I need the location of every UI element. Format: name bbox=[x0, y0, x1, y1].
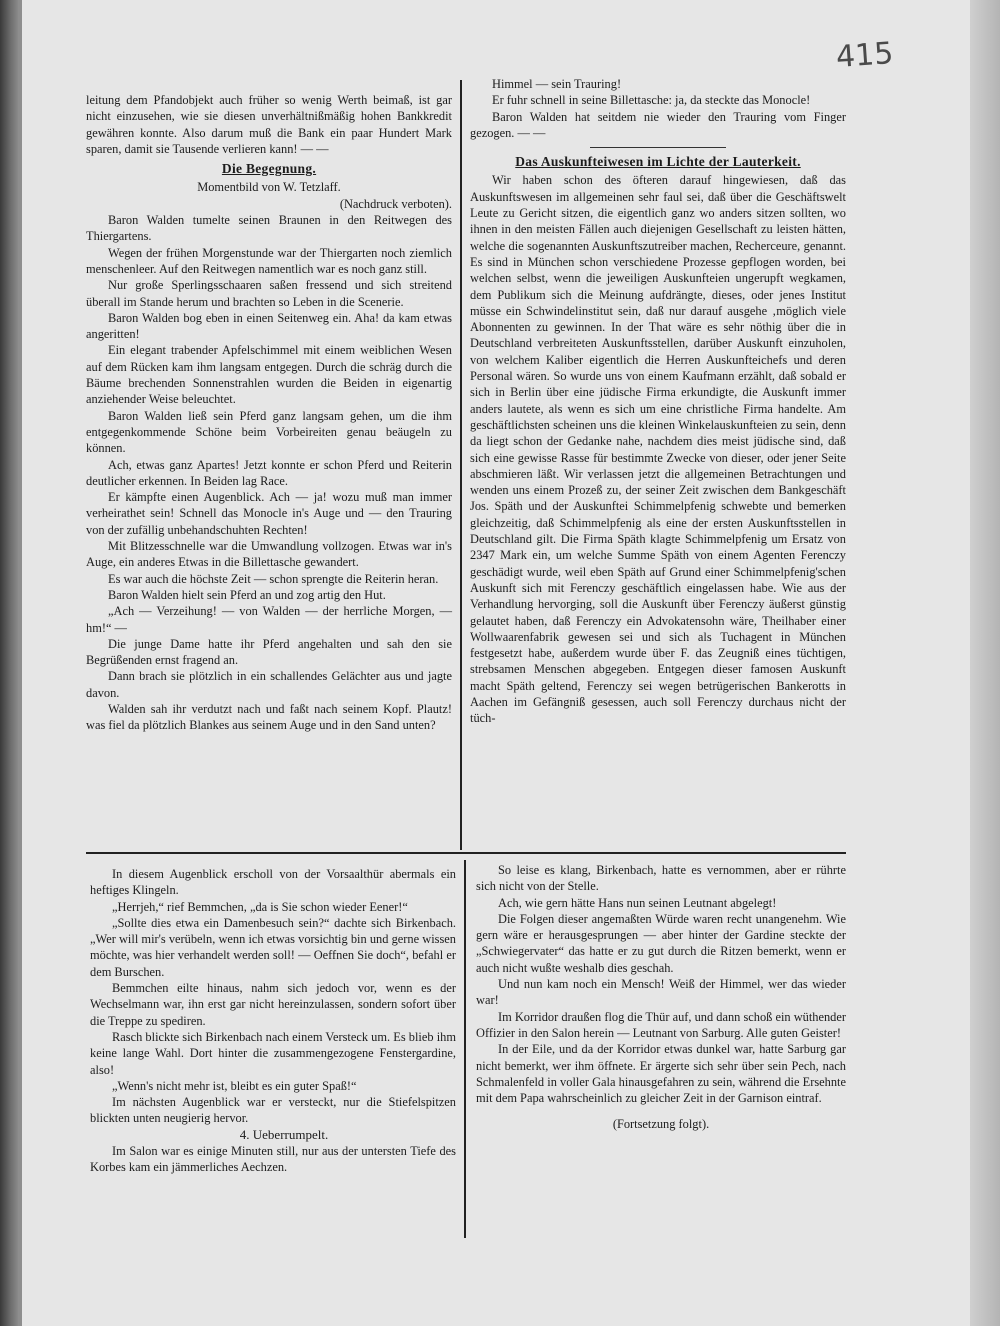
paragraph: Im nächsten Augenblick war er versteckt, nur die Stiefelspitzen blickten unten neugierig hervor. bbox=[90, 1095, 456, 1126]
paragraph: Baron Walden tumelte seinen Braunen in den Reitwegen des Thiergartens. bbox=[86, 213, 452, 244]
paragraph: Wegen der frühen Morgenstunde war der Thiergarten noch ziemlich menschenleer. Auf den Reitwegen namentlich war es noch ganz still. bbox=[86, 245, 452, 276]
reprint-notice: (Nachdruck verboten). bbox=[339, 196, 452, 211]
paragraph: Baron Walden hielt sein Pferd an und zog artig den Hut. bbox=[108, 587, 386, 602]
paragraph: Dann brach sie plötzlich in ein schallendes Gelächter aus und jagte davon. bbox=[86, 669, 452, 700]
paragraph: Ach, etwas ganz Apartes! Jetzt konnte er schon Pferd und Reiterin deutlicher erkennen. In Beiden lag Race. bbox=[86, 457, 452, 488]
paragraph: Himmel — sein Trauring! bbox=[492, 77, 622, 91]
paragraph: Es war auch die höchste Zeit — schon sprengte die Reiterin heran. bbox=[108, 571, 439, 586]
continued-note: (Fortsetzung folgt). bbox=[612, 1117, 710, 1132]
article-paragraph: Wir haben schon des öfteren darauf hingewiesen, daß das Auskunftswesen im allgemeinen sehr faul sei, daß über die Geschäftswelt Leute zu Gericht sitzen, die eigentlich ganz wo anders sitzen sollten, wo ihnen in den meisten Fällen auch diejenigen Gesellschaft zu leisten hätten, welche die sogenannten Auskunftszutreiber machen, Recherceure, genannt. Es sind in München schon verschiedene Prozesse gepflogen worden, bei welchen selbst, wenn die jeweiligen Auskunfteien ungerupft wegkamen, dem Publikum sich die Meinung aufdrängte, dieses, oder jenes Institut müsse ein Schwindelinstitut sein, daß nur darauf ausgehe ‚möglich viele Abonnenten zu gewinnen. In der That wäre es sehr nöthig über die in Deutschland verbreiteten Auskunftsstellen, darüber Auskunft einzuholen, von welchem Kaliber eigentlich die Herren Auskunfteichefs und deren Personal wären. So wurde uns von einem Kaufmann erzählt, daß sobald er sich in Berlin über eine jüdische Firma erkundigte, die Auskunft immer anders lautete, als wenn es sich um eine christliche Firma handelte. Am geschäftlichsten scheinen uns die kleinen Winkelauskunfteien zu sein, denn da liegt schon der Gedanke nahe, nachdem dies meist jüdische sind, daß sich eine gewisse Rasse für bestimmte Zwecke von dieser, oder jener Seite abschmieren läßt. Wir verlassen jetzt die allgemeinen Betrachtungen und wenden uns einem Prozeß zu, der seiner Zeit zwischen dem Bankgeschäft Jos. Späth und der Auskunftei Schimmelpfenig schwebte und bemerken gleichzeitig, daß Schimmelpfenig als eine der ersten Auskunftsstellen in Deutschland gilt. Die Firma Späth klagte Schimmelpfenig um Ersatz von 2347 Mark ein, um welche Summe Späth von einem Agenten Ferenczy geschädigt wurde, weil eben Späth auf Grund einer Schimmelpfenig'schen Auskunft sich mit Ferenczy geschäftlich eingelassen habe. Wie aus der Verhandlung hervorging, soll die Auskunft über Ferenczy äußerst günstig gelautet haben, daß Ferenczy ein Advokatensohn wäre, Theilhaber einer Wollwaarenfabrik gewesen sei und sich als Tuchagent in München festgesetzt habe, außerdem wurde über F. das Zeugniß eines tüchtigen, strebsamen Menschen abgegeben. Entgegen dieser famosen Auskunft macht Späth geltend, Ferenczy sei wegen betrügerischen Bankerotts in Aachen im Gefängniß gesessen, auch soll Ferenczy durchaus nicht der tüch- bbox=[470, 173, 846, 726]
paragraph: Walden sah ihr verdutzt nach und faßt nach seinem Kopf. Plautz! was fiel da plötzlich Blankes aus seinem Auge und in den Sand unten? bbox=[86, 701, 452, 733]
paragraph: Die Folgen dieser angemaßten Würde waren recht unangenehm. Wie gern wäre er herausgesprungen — aber hinter der Gardine steckte der „Schwiegervater“ das hatte er zu gut durch die Ritzen bemerkt, wenn er auch nicht wußte weshalb dies geschah. bbox=[476, 911, 846, 975]
paragraph: Rasch blickte sich Birkenbach nach einem Versteck um. Es blieb ihm keine lange Wahl. Dort hinter die zusammengezogene Fenstergardine, also! bbox=[90, 1029, 456, 1077]
section-heading: 4. Ueberrumpelt. bbox=[239, 1126, 329, 1142]
paragraph: Baron Walden ließ sein Pferd ganz langsam gehen, um die ihm entgegenkommende Schöne beim Vorbeireiten genau beäugeln zu können. bbox=[86, 408, 452, 456]
paragraph: Bemmchen eilte hinaus, nahm sich jedoch vor, wenn es der Wechselmann war, ihn erst gar nicht hereinzulassen, sondern sofort über die Treppe zu spediren. bbox=[90, 981, 456, 1028]
handwritten-page-number: 415 bbox=[834, 36, 895, 75]
paragraph: „Ach — Verzeihung! — von Walden — der herrliche Morgen, — hm!“ — bbox=[86, 604, 452, 635]
paragraph: „Sollte dies etwa ein Damenbesuch sein?“ dachte sich Birkenbach. „Wer will mir's verübeln, wenn ich etwas vorsichtig bin und gerne wissen möchte, was hier verhandelt werden soll! — Oeffnen Sie doch“, befahl er dem Burschen. bbox=[90, 915, 456, 979]
paragraph: Baron Walden bog eben in einen Seitenweg ein. Aha! da kam etwas angeritten! bbox=[86, 310, 452, 342]
paragraph: Ein elegant trabender Apfelschimmel mit einem weiblichen Wesen auf dem Rücken kam ihm langsam entgegen. Durch die schräg durch die Bäume brechenden Sonnenstrahlen wurden die Beiden in eigenartig anziehender Weise beleuchtet. bbox=[86, 343, 452, 407]
paragraph: So leise es klang, Birkenbach, hatte es vernommen, aber er rührte sich nicht von der Stelle. bbox=[476, 863, 846, 894]
paragraph: Er kämpfte einen Augenblick. Ach — ja! wozu muß man immer verheirathet sein! Schnell das Monocle in's Auge und — den Trauring von der zufällig unbehandschuhten Rechten! bbox=[86, 490, 452, 537]
paragraph: Im Salon war es einige Minuten still, nur aus der untersten Tiefe des Korbes kam ein jämmerliches Aechzen. bbox=[90, 1144, 456, 1175]
column-divider-top bbox=[460, 80, 462, 850]
column-bottom-right bbox=[476, 862, 846, 1133]
book-spine-shadow bbox=[0, 0, 18, 1326]
paragraph: Ach, wie gern hätte Hans nun seinen Leutnant abgelegt! bbox=[498, 895, 777, 910]
page-edge bbox=[970, 0, 1000, 1326]
paragraph: „Wenn's nicht mehr ist, bleibt es ein guter Spaß!“ bbox=[112, 1078, 357, 1093]
paragraph: „Herrjeh,“ rief Bemmchen, „da is Sie schon wieder Eener!“ bbox=[112, 899, 408, 914]
paragraph: In der Eile, und da der Korridor etwas dunkel war, hatte Sarburg gar nicht bemerkt, wer ihm öffnete. Er ärgerte sich sehr über sein Pech, nach Schmalenfeld in voller Gala hinausgefahren zu sein, während die Ersehnte mit dem Papa wahrscheinlich zu gleicher Zeit in der Garnison eintraf. bbox=[476, 1042, 846, 1106]
paragraph: Mit Blitzesschnelle war die Umwandlung vollzogen. Etwas war in's Auge, ein anderes Etwas in die Billettasche gewandert. bbox=[86, 539, 452, 570]
paragraph: Im Korridor draußen flog die Thür auf, und dann schoß ein wüthender Offizier in den Salon herein — Leutnant von Sarburg. Alle guten Geister! bbox=[476, 1009, 846, 1040]
paragraph: In diesem Augenblick erscholl von der Vorsaalthür abermals ein heftiges Klingeln. bbox=[90, 867, 456, 898]
column-top-right bbox=[470, 76, 846, 727]
paragraph: Die junge Dame hatte ihr Pferd angehalten und sah den sie Begrüßenden ernst fragend an. bbox=[86, 636, 452, 668]
paragraph: Baron Walden hat seitdem nie wieder den Trauring vom Finger gezogen. — — bbox=[470, 109, 846, 140]
story-subtitle: Momentbild von W. Tetzlaff. bbox=[197, 180, 341, 195]
column-bottom-left bbox=[90, 866, 456, 1176]
paragraph: Nur große Sperlingsschaaren saßen fressend und sich streitend überall im Stande herum und brachten so Leben in die Scenerie. bbox=[86, 278, 452, 309]
column-divider-bottom bbox=[464, 860, 466, 1238]
paragraph: Er fuhr schnell in seine Billettasche: ja, da steckte das Monocle! bbox=[492, 93, 811, 108]
short-rule bbox=[590, 147, 725, 148]
column-top-left bbox=[86, 92, 452, 734]
paragraph: Und nun kam noch ein Mensch! Weiß der Himmel, wer das wieder war! bbox=[476, 977, 846, 1008]
horizontal-divider bbox=[86, 852, 846, 854]
intro-paragraph: leitung dem Pfandobjekt auch früher so wenig Werth beimaß, ist gar nicht einzusehen, wie sie diesen unverhältnißmäßig hohen Bankkredit gewähren konnte. Also darum muß die Bank ein paar Hundert Mark sparen, damit sie Tausende verlieren kann! — — bbox=[86, 93, 452, 156]
article-title: Das Auskunfteiwesen im Lichte der Lauterkeit. bbox=[515, 154, 801, 170]
story-title: Die Begegnung. bbox=[221, 161, 317, 177]
story-body bbox=[86, 212, 452, 734]
